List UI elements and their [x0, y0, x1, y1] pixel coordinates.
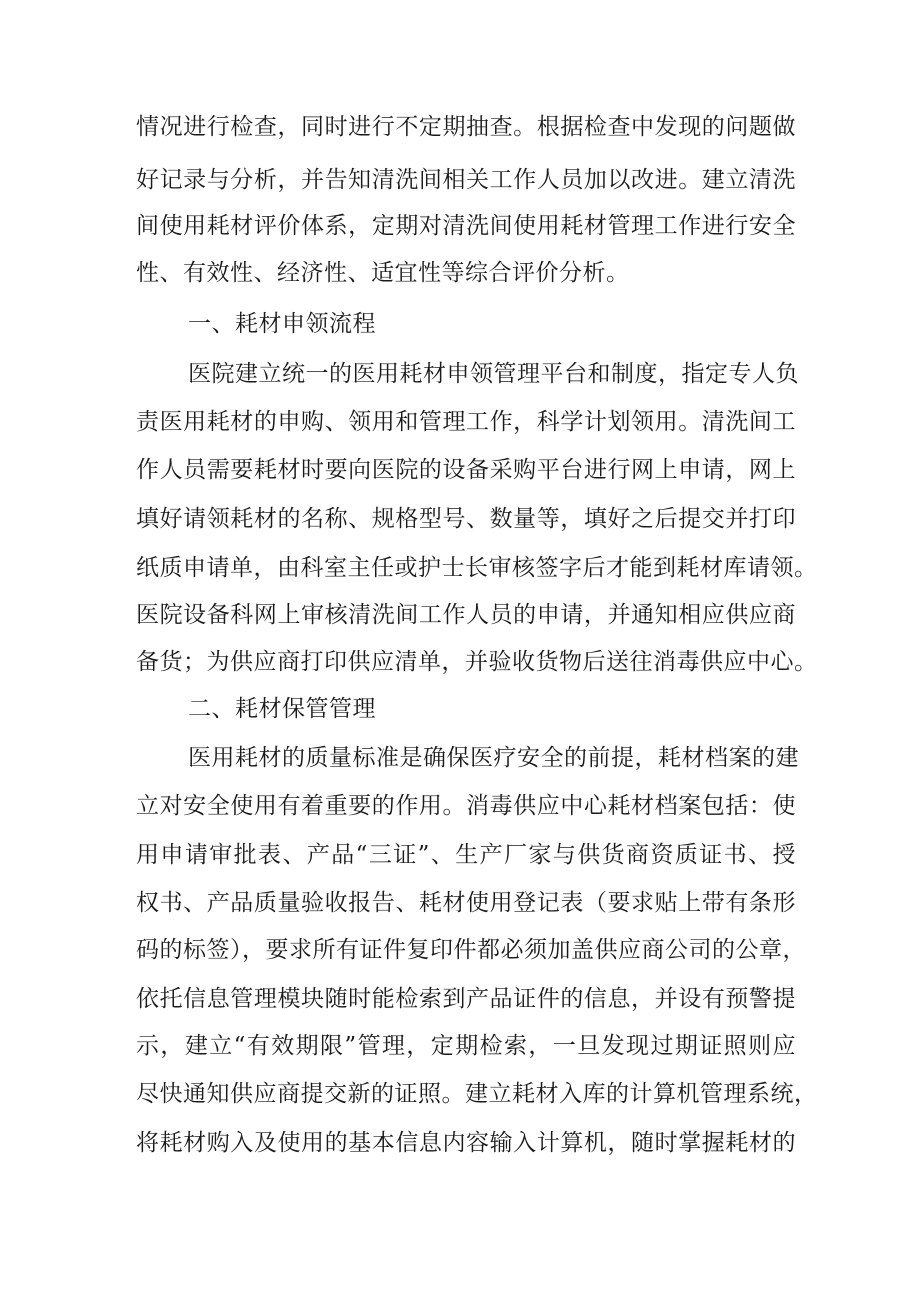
paragraph-line: 示，建立“有效期限”管理，定期检索，一旦发现过期证照则应: [136, 1033, 796, 1059]
paragraph-line: 依托信息管理模块随时能检索到产品证件的信息，并设有预警提: [136, 986, 796, 1012]
paragraph-line: 填好请领耗材的名称、规格型号、数量等，填好之后提交并打印: [136, 506, 796, 532]
paragraph-line: 备货；为供应商打印供应清单，并验收货物后送往消毒供应中心。: [136, 649, 818, 675]
paragraph-line: 纸质申请单，由科室主任或护士长审核签字后才能到耗材库请领。: [136, 555, 818, 581]
paragraph-line: 好记录与分析，并告知清洗间相关工作人员加以改进。建立清洗: [136, 167, 796, 193]
paragraph-line: 医院建立统一的医用耗材申领管理平台和制度，指定专人负: [188, 361, 799, 387]
paragraph-line: 情况进行检查，同时进行不定期抽查。根据检查中发现的问题做: [136, 114, 796, 140]
paragraph-line: 间使用耗材评价体系，定期对清洗间使用耗材管理工作进行安全: [136, 213, 796, 239]
section-heading-1: 一、耗材申领流程: [188, 311, 376, 337]
paragraph-line: 作人员需要耗材时要向医院的设备采购平台进行网上申请，网上: [136, 457, 796, 483]
paragraph-line: 性、有效性、经济性、适宜性等综合评价分析。: [136, 260, 630, 286]
section-heading-2: 二、耗材保管管理: [188, 696, 376, 722]
paragraph-line: 医院设备科网上审核清洗间工作人员的申请，并通知相应供应商: [136, 602, 796, 628]
paragraph-line: 用申请审批表、产品“三证”、生产厂家与供货商资质证书、授: [136, 842, 796, 868]
paragraph-line: 立对安全使用有着重要的作用。消毒供应中心耗材档案包括：使: [136, 793, 796, 819]
paragraph-line: 医用耗材的质量标准是确保医疗安全的前提，耗材档案的建: [188, 745, 799, 771]
paragraph-line: 码的标签），要求所有证件复印件都必须加盖供应商公司的公章，: [136, 937, 806, 963]
paragraph-line: 尽快通知供应商提交新的证照。建立耗材入库的计算机管理系统，: [136, 1081, 818, 1107]
paragraph-line: 将耗材购入及使用的基本信息内容输入计算机，随时掌握耗材的: [136, 1130, 796, 1156]
paragraph-line: 权书、产品质量验收报告、耗材使用登记表（要求贴上带有条形: [136, 890, 796, 916]
paragraph-line: 责医用耗材的申购、领用和管理工作，科学计划领用。清洗间工: [136, 409, 796, 435]
